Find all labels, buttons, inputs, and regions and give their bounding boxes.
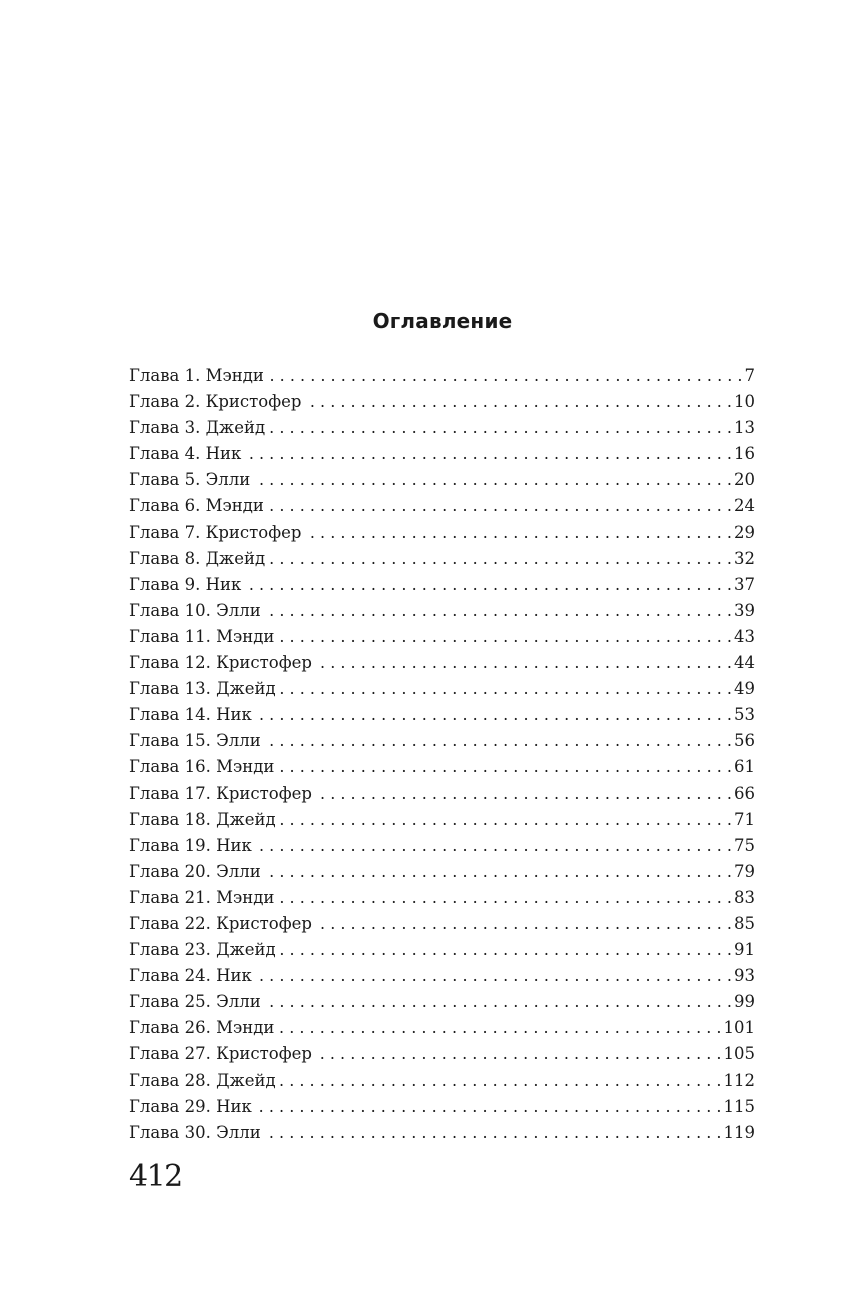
toc-entry-title: Глава 16. Мэнди bbox=[129, 757, 275, 777]
toc-entry-page: 75 bbox=[734, 835, 755, 855]
toc-entry-title: Глава 14. Ник bbox=[129, 705, 252, 725]
toc-entry[interactable] bbox=[129, 859, 755, 885]
toc-entry-page: 29 bbox=[734, 522, 755, 542]
toc-entry[interactable] bbox=[129, 989, 755, 1015]
toc-entry-page: 91 bbox=[734, 940, 755, 960]
dot-leader bbox=[269, 415, 732, 441]
toc-entry-title: Глава 25. Элли bbox=[129, 992, 261, 1012]
toc-entry-page: 39 bbox=[734, 600, 755, 620]
toc-entry-title: Глава 2. Кристофер bbox=[129, 392, 302, 412]
toc-entry[interactable] bbox=[129, 1094, 755, 1120]
dot-leader bbox=[265, 598, 732, 624]
toc-entry[interactable] bbox=[129, 415, 755, 441]
dot-leader bbox=[316, 781, 732, 807]
toc-entry[interactable] bbox=[129, 1068, 755, 1094]
toc-entry-title: Глава 10. Элли bbox=[129, 600, 261, 620]
toc-entry-page: 37 bbox=[734, 574, 755, 594]
toc-entry-title: Глава 4. Ник bbox=[129, 444, 242, 464]
dot-leader bbox=[280, 676, 732, 702]
toc-entry-page: 61 bbox=[734, 757, 755, 777]
dot-leader bbox=[305, 389, 732, 415]
toc-entry[interactable] bbox=[129, 650, 755, 676]
toc-entry-page: 43 bbox=[734, 626, 755, 646]
toc-entry[interactable] bbox=[129, 467, 755, 493]
toc-entry-title: Глава 9. Ник bbox=[129, 574, 242, 594]
toc-entry-page: 79 bbox=[734, 861, 755, 881]
dot-leader bbox=[256, 833, 732, 859]
toc-entry[interactable] bbox=[129, 363, 755, 389]
dot-leader bbox=[256, 702, 732, 728]
toc-entry[interactable] bbox=[129, 754, 755, 780]
toc-entry-page: 44 bbox=[734, 653, 755, 673]
toc-entry-title: Глава 17. Кристофер bbox=[129, 783, 312, 803]
dot-leader bbox=[256, 963, 732, 989]
dot-leader bbox=[254, 467, 732, 493]
toc-entry[interactable] bbox=[129, 1041, 755, 1067]
toc-entry[interactable] bbox=[129, 885, 755, 911]
toc-entry[interactable] bbox=[129, 728, 755, 754]
page-title: Оглавление bbox=[372, 309, 513, 333]
toc-entry-page: 56 bbox=[734, 731, 755, 751]
dot-leader bbox=[278, 885, 732, 911]
toc-entry[interactable] bbox=[129, 781, 755, 807]
toc-entry-title: Глава 6. Мэнди bbox=[129, 496, 264, 516]
toc-entry-page: 53 bbox=[734, 705, 755, 725]
toc-entry-title: Глава 30. Элли bbox=[129, 1122, 261, 1142]
toc-entry[interactable] bbox=[129, 624, 755, 650]
dot-leader bbox=[278, 1015, 721, 1041]
toc-entry-title: Глава 5. Элли bbox=[129, 470, 251, 490]
toc-entry-title: Глава 22. Кристофер bbox=[129, 913, 312, 933]
dot-leader bbox=[316, 650, 732, 676]
toc-entry-title: Глава 29. Ник bbox=[129, 1096, 252, 1116]
dot-leader bbox=[265, 989, 732, 1015]
toc-entry-title: Глава 12. Кристофер bbox=[129, 653, 312, 673]
toc-entry-page: 16 bbox=[734, 444, 755, 464]
toc-entry-title: Глава 8. Джейд bbox=[129, 548, 266, 568]
toc-entry-title: Глава 24. Ник bbox=[129, 966, 252, 986]
page-number: 412 bbox=[129, 1159, 182, 1194]
toc-entry[interactable] bbox=[129, 389, 755, 415]
dot-leader bbox=[280, 807, 732, 833]
toc-entry-title: Глава 7. Кристофер bbox=[129, 522, 302, 542]
toc-entry-page: 20 bbox=[734, 470, 755, 490]
toc-entry-page: 66 bbox=[734, 783, 755, 803]
table-of-contents bbox=[129, 363, 755, 1146]
toc-entry[interactable] bbox=[129, 441, 755, 467]
toc-entry-page: 101 bbox=[723, 1018, 755, 1038]
toc-entry-title: Глава 11. Мэнди bbox=[129, 626, 275, 646]
dot-leader bbox=[265, 859, 732, 885]
toc-entry-page: 119 bbox=[723, 1122, 755, 1142]
dot-leader bbox=[278, 754, 732, 780]
toc-entry[interactable] bbox=[129, 911, 755, 937]
dot-leader bbox=[280, 937, 732, 963]
dot-leader bbox=[316, 1041, 722, 1067]
toc-entry-page: 24 bbox=[734, 496, 755, 516]
toc-entry[interactable] bbox=[129, 833, 755, 859]
dot-leader bbox=[265, 1120, 722, 1146]
toc-entry[interactable] bbox=[129, 963, 755, 989]
toc-entry[interactable] bbox=[129, 572, 755, 598]
dot-leader bbox=[245, 441, 732, 467]
toc-entry-page: 10 bbox=[734, 392, 755, 412]
toc-entry-title: Глава 3. Джейд bbox=[129, 418, 266, 438]
dot-leader bbox=[269, 546, 732, 572]
toc-entry-page: 93 bbox=[734, 966, 755, 986]
toc-entry-title: Глава 23. Джейд bbox=[129, 940, 276, 960]
toc-entry[interactable] bbox=[129, 807, 755, 833]
toc-entry-title: Глава 27. Кристофер bbox=[129, 1044, 312, 1064]
toc-entry[interactable] bbox=[129, 937, 755, 963]
dot-leader bbox=[268, 363, 743, 389]
toc-entry-page: 115 bbox=[723, 1096, 755, 1116]
toc-entry[interactable] bbox=[129, 598, 755, 624]
dot-leader bbox=[265, 728, 732, 754]
dot-leader bbox=[256, 1094, 722, 1120]
toc-entry-page: 85 bbox=[734, 913, 755, 933]
toc-entry-page: 99 bbox=[734, 992, 755, 1012]
toc-entry-title: Глава 15. Элли bbox=[129, 731, 261, 751]
toc-entry-title: Глава 20. Элли bbox=[129, 861, 261, 881]
toc-entry-page: 49 bbox=[734, 679, 755, 699]
toc-entry-page: 83 bbox=[734, 887, 755, 907]
dot-leader bbox=[278, 624, 732, 650]
toc-entry-page: 71 bbox=[734, 809, 755, 829]
toc-entry-page: 13 bbox=[734, 418, 755, 438]
toc-entry-page: 32 bbox=[734, 548, 755, 568]
toc-entry-page: 105 bbox=[723, 1044, 755, 1064]
dot-leader bbox=[316, 911, 732, 937]
toc-entry[interactable] bbox=[129, 1120, 755, 1146]
toc-entry-title: Глава 19. Ник bbox=[129, 835, 252, 855]
toc-entry-title: Глава 18. Джейд bbox=[129, 809, 276, 829]
toc-entry[interactable] bbox=[129, 702, 755, 728]
toc-entry[interactable] bbox=[129, 493, 755, 519]
dot-leader bbox=[305, 520, 732, 546]
toc-entry[interactable] bbox=[129, 676, 755, 702]
toc-entry-page: 7 bbox=[744, 366, 755, 385]
toc-entry-title: Глава 1. Мэнди bbox=[129, 366, 264, 385]
toc-entry[interactable] bbox=[129, 1015, 755, 1041]
toc-entry[interactable] bbox=[129, 546, 755, 572]
dot-leader bbox=[245, 572, 732, 598]
toc-entry-title: Глава 13. Джейд bbox=[129, 679, 276, 699]
toc-entry-title: Глава 21. Мэнди bbox=[129, 887, 275, 907]
toc-entry[interactable] bbox=[129, 520, 755, 546]
dot-leader bbox=[280, 1068, 722, 1094]
toc-entry-title: Глава 28. Джейд bbox=[129, 1070, 276, 1090]
dot-leader bbox=[268, 493, 732, 519]
toc-entry-page: 112 bbox=[723, 1070, 755, 1090]
toc-entry-title: Глава 26. Мэнди bbox=[129, 1018, 275, 1038]
